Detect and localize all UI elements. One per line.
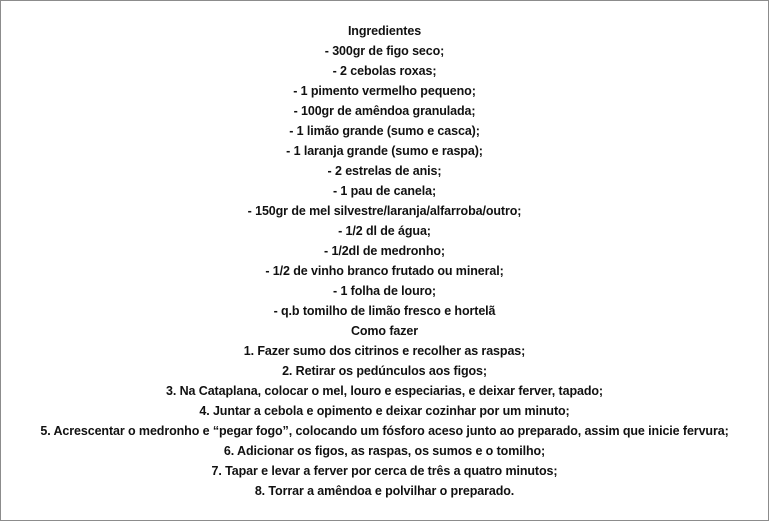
method-step: 8. Torrar a amêndoa e polvilhar o preparado. <box>254 484 515 498</box>
ingredient-item: - 1 laranja grande (sumo e raspa); <box>286 144 483 158</box>
method-step: 3. Na Cataplana, colocar o mel, louro e especiarias, e deixar ferver, tapado; <box>166 384 603 398</box>
ingredient-item: - 1/2dl de medronho; <box>324 244 445 258</box>
method-heading: Como fazer <box>350 324 419 338</box>
ingredient-item: - 1/2 dl de água; <box>338 224 431 238</box>
method-step: 1. Fazer sumo dos citrinos e recolher as raspas; <box>243 344 526 358</box>
ingredient-item: - 1 limão grande (sumo e casca); <box>289 124 480 138</box>
recipe-text <box>1 21 768 501</box>
method-step: 6. Adicionar os figos, as raspas, os sumos e o tomilho; <box>223 444 546 458</box>
ingredient-item: - 1 pimento vermelho pequeno; <box>293 84 476 98</box>
ingredient-item: - 1/2 de vinho branco frutado ou mineral; <box>265 264 504 278</box>
ingredient-item: - 2 cebolas roxas; <box>332 64 437 78</box>
ingredient-item: - 300gr de figo seco; <box>324 44 445 58</box>
ingredient-item: - 1 folha de louro; <box>333 284 436 298</box>
method-step: 7. Tapar e levar a ferver por cerca de três a quatro minutos; <box>211 464 558 478</box>
ingredient-item: - 2 estrelas de anis; <box>327 164 442 178</box>
ingredients-heading: Ingredientes <box>347 24 422 38</box>
method-step: 4. Juntar a cebola e opimento e deixar cozinhar por um minuto; <box>199 404 570 418</box>
ingredient-item: - 150gr de mel silvestre/laranja/alfarroba/outro; <box>247 204 522 218</box>
method-step: 5. Acrescentar o medronho e “pegar fogo”, colocando um fósforo aceso junto ao preparado, assim que inicie fervura; <box>40 424 729 438</box>
ingredient-item: - 100gr de amêndoa granulada; <box>293 104 476 118</box>
method-step: 2. Retirar os pedúnculos aos figos; <box>282 364 487 378</box>
ingredient-item: - 1 pau de canela; <box>332 184 437 198</box>
ingredient-item: - q.b tomilho de limão fresco e hortelã <box>273 304 496 318</box>
